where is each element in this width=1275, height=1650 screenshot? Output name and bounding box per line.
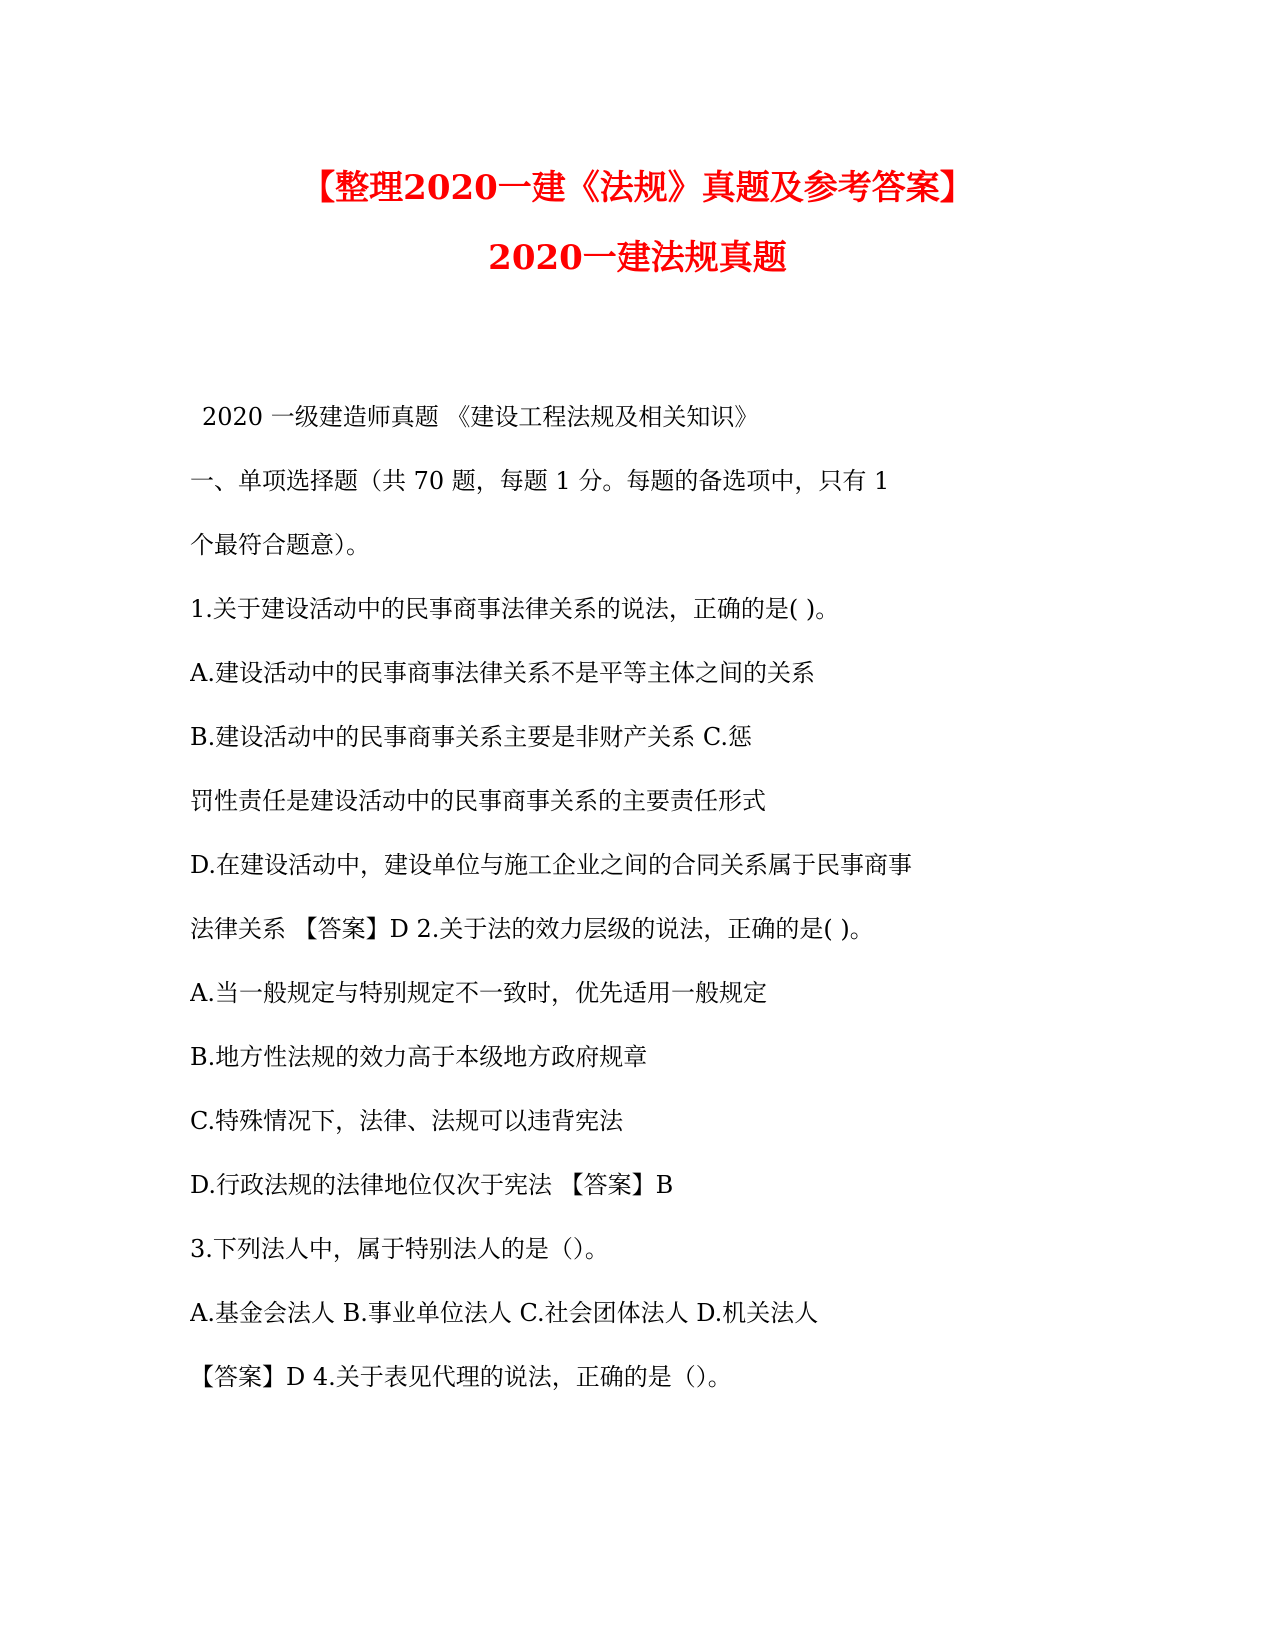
question-3: 3.下列法人中，属于特别法人的是（）。 [190,1235,609,1263]
question-1: 1.关于建设活动中的民事商事法律关系的说法，正确的是( )。 [190,595,840,623]
question-4: 【答案】D 4.关于表见代理的说法，正确的是（）。 [190,1363,732,1391]
document-body [190,395,1090,1419]
question-2-option-a: A.当一般规定与特别规定不一致时，优先适用一般规定 [190,979,767,1007]
title-line-2: 2020一建法规真题 [488,238,787,278]
document-title [0,166,1275,280]
question-2-option-d: D.行政法规的法律地位仅次于宪法 【答案】B [190,1171,674,1199]
question-2: 法律关系 【答案】D 2.关于法的效力层级的说法，正确的是( )。 [190,915,874,943]
question-3-options: A.基金会法人 B.事业单位法人 C.社会团体法人 D.机关法人 [190,1299,819,1327]
question-2-option-c: C.特殊情况下，法律、法规可以违背宪法 [190,1107,624,1135]
section-heading: 一、单项选择题（共 70 题，每题 1 分。每题的备选项中，只有 1 [190,467,890,495]
exam-heading: 2020 一级建造师真题 《建设工程法规及相关知识》 [202,403,759,431]
question-2-option-b: B.地方性法规的效力高于本级地方政府规章 [190,1043,648,1071]
question-1-option-d: D.在建设活动中，建设单位与施工企业之间的合同关系属于民事商事 [190,851,913,879]
question-1-option-c: 罚性责任是建设活动中的民事商事关系的主要责任形式 [190,787,766,815]
section-heading-cont: 个最符合题意）。 [190,531,370,559]
question-1-option-a: A.建设活动中的民事商事法律关系不是平等主体之间的关系 [190,659,815,687]
title-line-1: 【整理2020一建《法规》真题及参考答案】 [301,168,974,208]
question-1-option-b: B.建设活动中的民事商事关系主要是非财产关系 C.惩 [190,723,753,751]
